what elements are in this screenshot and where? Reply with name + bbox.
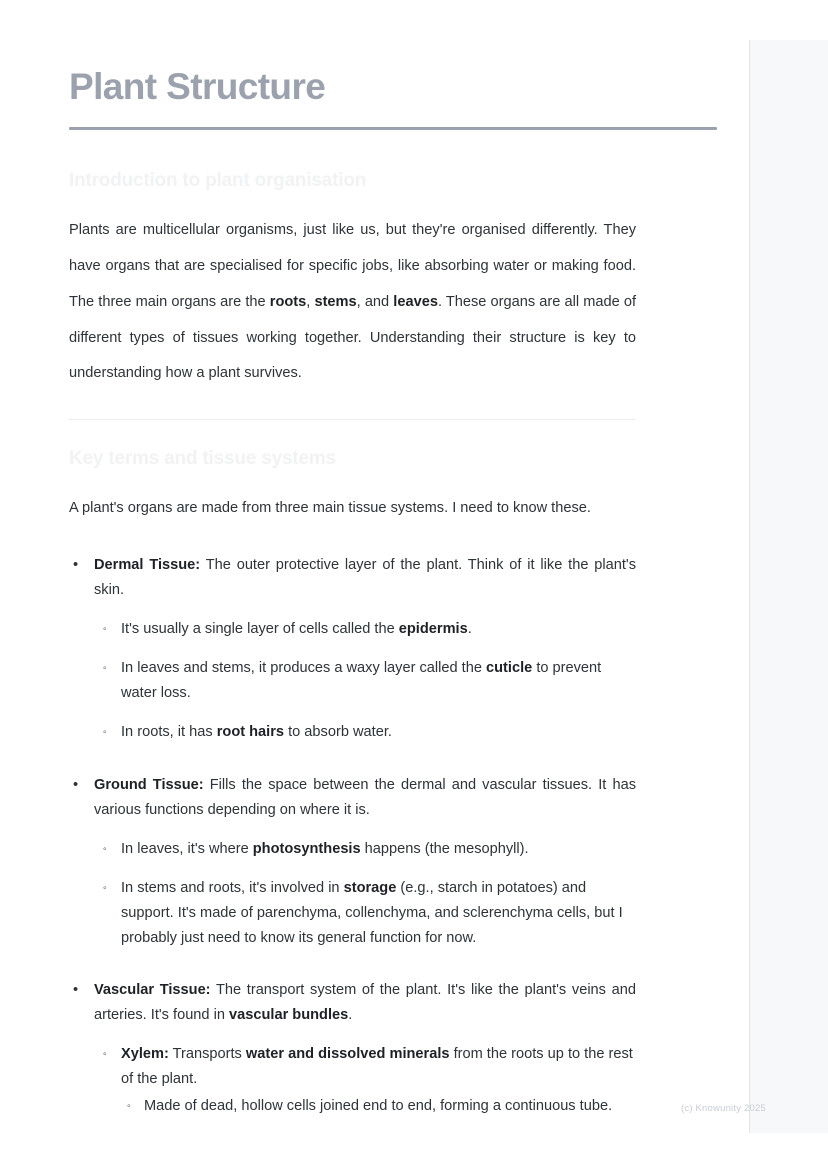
list-item <box>121 1094 633 1119</box>
list-item <box>69 773 636 952</box>
spacer <box>69 527 717 553</box>
list-item-text: Dermal Tissue: The outer protective layer of the plant. Think of it like the plant's skin. <box>94 556 636 599</box>
list-bullet-marker: • <box>73 776 79 793</box>
list-item-text: Ground Tissue: Fills the space between the dermal and vascular tissues. It has various functions depending on where it is. <box>94 776 636 818</box>
list-item <box>94 617 634 642</box>
list-item <box>94 876 634 951</box>
list-item <box>69 553 636 746</box>
list-item-text: It's usually a single layer of cells called the epidermis. <box>121 621 472 638</box>
list-bullet-marker: ◦ <box>103 726 107 739</box>
list-bullet-marker: ◦ <box>103 1048 107 1061</box>
list-bullet-marker: ◦ <box>127 1100 131 1113</box>
list-bullet-marker: ◦ <box>103 881 107 894</box>
nested-list <box>94 837 634 951</box>
list-item-text: Vascular Tissue: The transport system of the plant. It's like the plant's veins and arteries. It's found in vascular bundles. <box>94 982 636 1024</box>
page-title: Plant Structure <box>69 66 326 107</box>
list-item <box>94 1042 634 1119</box>
list-item <box>69 978 636 1119</box>
spacer <box>69 420 717 448</box>
spacer <box>69 192 717 213</box>
nested-list <box>121 1094 633 1119</box>
list-bullet-marker: ◦ <box>103 662 107 675</box>
nested-list <box>94 617 634 745</box>
list-item <box>94 837 634 862</box>
page-side-strip <box>749 40 828 1133</box>
nested-list <box>94 1042 634 1119</box>
copyright-watermark: (c) Knowunity 2025 <box>681 1103 766 1114</box>
spacer <box>69 470 717 491</box>
list-item-text: In leaves, it's where photosynthesis happens (the mesophyll). <box>121 840 529 857</box>
key-terms-paragraph: A plant's organs are made from three main tissue systems. I need to know these. <box>69 500 591 517</box>
section-heading-key-terms: Key terms and tissue systems <box>69 448 336 470</box>
list-item <box>94 656 634 706</box>
intro-paragraph-column <box>69 213 636 392</box>
tissue-systems-list <box>69 553 636 1120</box>
list-item-text: In stems and roots, it's involved in storage (e.g., starch in potatoes) and support. It's made of parenchyma, collenchyma, and sclerenchyma cells, but I probably just need to know its general function for now. <box>121 879 623 946</box>
list-bullet-marker: ◦ <box>103 842 107 855</box>
list-item-text: Xylem: Transports water and dissolved minerals from the roots up to the rest of the plant. <box>121 1046 633 1088</box>
list-item <box>94 720 634 745</box>
section-heading-introduction: Introduction to plant organisation <box>69 170 367 192</box>
list-bullet-marker: • <box>73 556 79 573</box>
list-item-text: In roots, it has root hairs to absorb water. <box>121 724 392 741</box>
spacer <box>69 130 717 170</box>
list-bullet-marker: ◦ <box>103 623 107 636</box>
key-terms-paragraph-column <box>69 491 636 527</box>
intro-paragraph: Plants are multicellular organisms, just like us, but they're organised differently. They have organs that are specialised for specific jobs, like absorbing water or making food. The three main organs are the roots, stems, and leaves. These organs are all made of different types of tissues working together. Understanding their structure is key to understanding how a plant survives. <box>69 222 637 382</box>
spacer <box>69 392 717 419</box>
list-bullet-marker: • <box>73 982 79 999</box>
list-item-text: Made of dead, hollow cells joined end to end, forming a continuous tube. <box>144 1098 613 1115</box>
list-item-text: In leaves and stems, it produces a waxy layer called the cuticle to prevent water loss. <box>121 660 602 702</box>
document-content <box>69 66 717 1120</box>
